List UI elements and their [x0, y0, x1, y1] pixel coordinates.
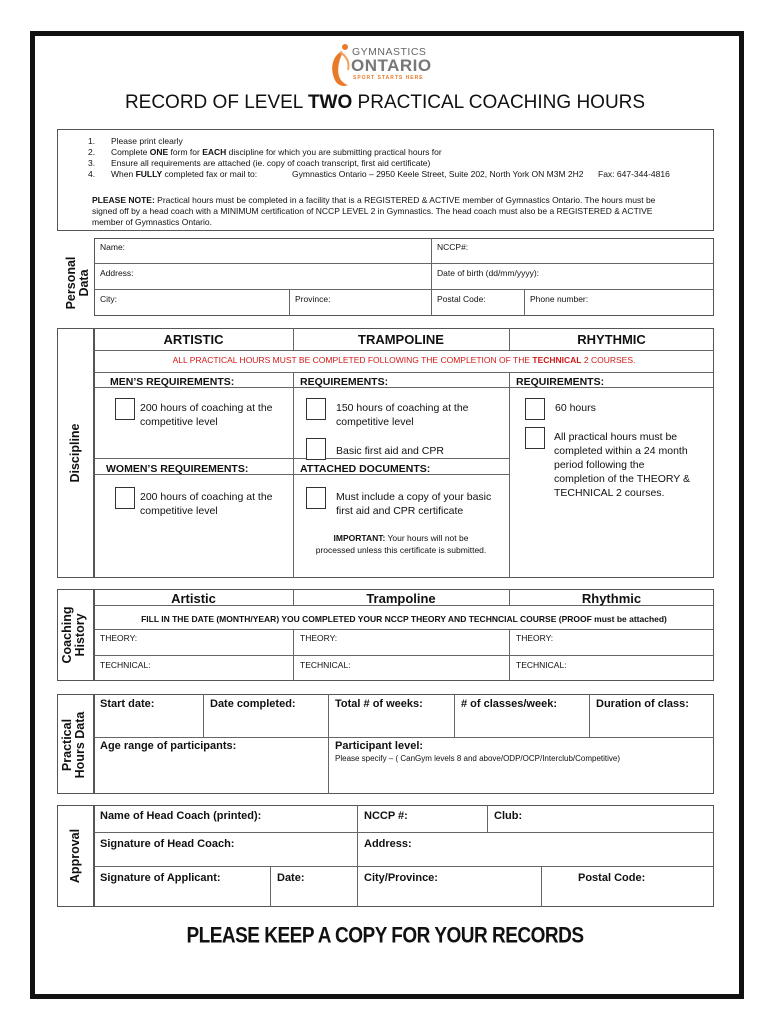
please-note-line2: signed off by a head coach with a MINIMUM certification of NCCP LEVEL 2 in Gymnastics. The head coach must also be a REGISTERED & ACTIVE	[92, 206, 653, 216]
history-rhythmic: Rhythmic	[581, 591, 642, 606]
instruction-small: (PROOF must be attached)	[558, 614, 667, 624]
please-note-line3: member of Gymnastics Ontario.	[92, 217, 212, 227]
tramp-hours-checkbox[interactable]	[306, 398, 326, 420]
instruction-main: FILL IN THE DATE (MONTH/YEAR) YOU COMPLETED YOUR NCCP THEORY AND TECHNCIAL COURSE	[141, 614, 559, 624]
mens-hours-line1: 200 hours of coaching at the	[140, 402, 273, 414]
history-trampoline: Trampoline	[366, 591, 436, 606]
duration-field[interactable]: Duration of class:	[596, 698, 689, 710]
important-note	[293, 533, 509, 543]
note-label: PLEASE NOTE:	[92, 195, 155, 205]
instruction-text: completed fax or mail to:	[162, 169, 258, 179]
rhythmic-note-3: period following the	[554, 459, 645, 471]
logo-line2: ONTARIO	[351, 56, 432, 75]
instruction-3	[88, 158, 95, 168]
rhythmic-period-checkbox[interactable]	[525, 427, 545, 449]
instruction-bold: ONE	[149, 147, 169, 157]
address-field[interactable]: Address:	[100, 268, 134, 278]
section-label-discipline: Discipline	[68, 423, 82, 483]
mailing-address: Gymnastics Ontario – 2950 Keele Street, Suite 202, North York ON M3M 2H2	[292, 169, 584, 179]
attached-line1: Must include a copy of your basic	[336, 491, 492, 503]
name-field[interactable]: Name:	[100, 242, 126, 252]
theory-artistic-field[interactable]: THEORY:	[100, 633, 138, 643]
age-range-field[interactable]: Age range of participants:	[100, 740, 237, 752]
title-prefix: RECORD OF LEVEL	[124, 92, 308, 113]
personal-data-box	[94, 238, 714, 316]
mens-hours-line2: competitive level	[140, 416, 218, 428]
fax-number: Fax: 647-344-4816	[598, 169, 670, 179]
instruction-4-text	[111, 169, 257, 179]
technical-trampoline-field[interactable]: TECHNICAL:	[300, 660, 351, 670]
total-weeks-field[interactable]: Total # of weeks:	[335, 698, 423, 710]
head-coach-name-field[interactable]: Name of Head Coach (printed):	[100, 810, 262, 822]
title-suffix: PRACTICAL COACHING HOURS	[352, 92, 646, 113]
phone-field[interactable]: Phone number:	[530, 294, 589, 304]
section-label-approval: Approval	[68, 828, 82, 884]
section-label-history	[61, 599, 91, 671]
instruction-2	[88, 147, 95, 157]
instruction-num: 2.	[88, 147, 96, 157]
rhythmic-note-2: completed within a 24 month	[554, 445, 688, 457]
banner-text: 2 COURSES.	[581, 355, 636, 365]
note-text: Practical hours must be completed in a facility that is a REGISTERED & ACTIVE member of Gymnastics Ontario. The hours must be	[154, 195, 656, 205]
womens-requirements: WOMEN’S REQUIREMENTS:	[106, 463, 249, 475]
rhythmic-note-1: All practical hours must be	[554, 431, 678, 443]
discipline-rhythmic: RHYTHMIC	[577, 332, 646, 347]
instruction-1-text: Please print clearly	[111, 136, 183, 146]
nccp-field[interactable]: NCCP#:	[437, 242, 469, 252]
postal-field[interactable]: Postal Code:	[437, 294, 486, 304]
instruction-text: Complete	[111, 147, 150, 157]
head-coach-signature-field[interactable]: Signature of Head Coach:	[100, 838, 235, 850]
section-label-personal	[65, 247, 95, 319]
theory-rhythmic-field[interactable]: THEORY:	[516, 633, 554, 643]
rhythmic-hours: 60 hours	[555, 402, 596, 414]
club-field[interactable]: Club:	[494, 810, 523, 822]
section-title: Coaching History	[60, 606, 87, 664]
instruction-bold: EACH	[202, 147, 227, 157]
instruction-num: 4.	[88, 169, 96, 179]
womens-hours-line2: competitive level	[140, 505, 218, 517]
theory-trampoline-field[interactable]: THEORY:	[300, 633, 338, 643]
participant-level-field[interactable]: Participant level:	[335, 740, 424, 752]
tramp-hours-line2: competitive level	[336, 416, 414, 428]
logo-line1: GYMNASTICS	[352, 46, 427, 58]
approval-address-field[interactable]: Address:	[364, 838, 412, 850]
approval-city-field[interactable]: City/Province:	[364, 872, 438, 884]
date-completed-field[interactable]: Date completed:	[210, 698, 296, 710]
banner-bold: TECHNICAL	[532, 355, 582, 365]
tramp-hours-line1: 150 hours of coaching at the	[336, 402, 469, 414]
title-emphasis: TWO	[307, 92, 353, 113]
participant-level-note: Please specify – ( CanGym levels 8 and above/ODP/OCP/Interclub/Competitive)	[335, 754, 621, 763]
instruction-3-text: Ensure all requirements are attached (ie. copy of coach transcript, first aid certificate)	[111, 158, 431, 168]
instruction-bold: FULLY	[135, 169, 163, 179]
rhythmic-hours-checkbox[interactable]	[525, 398, 545, 420]
certificate-checkbox[interactable]	[306, 487, 326, 509]
section-label-practical	[61, 709, 91, 781]
applicant-signature-field[interactable]: Signature of Applicant:	[100, 872, 221, 884]
important-label: IMPORTANT:	[333, 533, 386, 543]
instruction-1	[88, 136, 95, 146]
discipline-trampoline: TRAMPOLINE	[358, 332, 444, 347]
rhythmic-note-4: completion of the THEORY &	[554, 473, 690, 485]
instruction-num: 1.	[88, 136, 96, 146]
head-coach-nccp-field[interactable]: NCCP #:	[364, 810, 408, 822]
logo-tagline: SPORT STARTS HERE	[353, 75, 424, 81]
tramp-firstaid: Basic first aid and CPR	[336, 445, 444, 457]
history-artistic: Artistic	[171, 591, 216, 606]
mens-requirements: MEN’S REQUIREMENTS:	[110, 376, 235, 388]
attached-line2: first aid and CPR certificate	[336, 505, 464, 517]
important-note-line2: processed unless this certificate is submitted.	[315, 545, 487, 555]
instruction-2-text	[111, 147, 442, 157]
section-title: Personal Data	[64, 256, 91, 310]
gymnastics-ontario-logo	[326, 42, 436, 90]
approval-postal-field[interactable]: Postal Code:	[578, 872, 646, 884]
classes-week-field[interactable]: # of classes/week:	[461, 698, 558, 710]
page-title	[0, 92, 770, 114]
technical-rhythmic-field[interactable]: TECHNICAL:	[516, 660, 567, 670]
instruction-text: discipline for which you are submitting practical hours for	[226, 147, 442, 157]
discipline-artistic: ARTISTIC	[163, 332, 224, 347]
important-text: Your hours will not be	[385, 533, 469, 543]
please-note	[92, 195, 655, 205]
dob-field[interactable]: Date of birth (dd/mm/yyyy):	[437, 268, 540, 278]
start-date-field[interactable]: Start date:	[100, 698, 155, 710]
keep-copy-footer: PLEASE KEEP A COPY FOR YOUR RECORDS	[186, 924, 584, 949]
womens-hours-line1: 200 hours of coaching at the	[140, 491, 273, 503]
city-field[interactable]: City:	[100, 294, 117, 304]
section-title: Practical Hours Data	[60, 711, 87, 779]
tramp-firstaid-checkbox[interactable]	[306, 438, 326, 460]
approval-date-field[interactable]: Date:	[277, 872, 305, 884]
instruction-4	[88, 169, 95, 179]
womens-hours-checkbox[interactable]	[115, 487, 135, 509]
mens-hours-checkbox[interactable]	[115, 398, 135, 420]
tramp-requirements: REQUIREMENTS:	[300, 376, 389, 388]
rhythmic-requirements: REQUIREMENTS:	[516, 376, 605, 388]
banner-text: ALL PRACTICAL HOURS MUST BE COMPLETED FOLLOWING THE COMPLETION OF THE	[172, 355, 533, 365]
completion-banner	[94, 355, 714, 365]
rhythmic-note-5: TECHNICAL 2 courses.	[554, 487, 665, 499]
instruction-num: 3.	[88, 158, 96, 168]
history-instruction	[94, 614, 714, 624]
attached-documents: ATTACHED DOCUMENTS:	[300, 463, 431, 475]
technical-artistic-field[interactable]: TECHNICAL:	[100, 660, 151, 670]
province-field[interactable]: Province:	[295, 294, 331, 304]
instruction-text: form for	[168, 147, 203, 157]
instruction-text: When	[111, 169, 136, 179]
